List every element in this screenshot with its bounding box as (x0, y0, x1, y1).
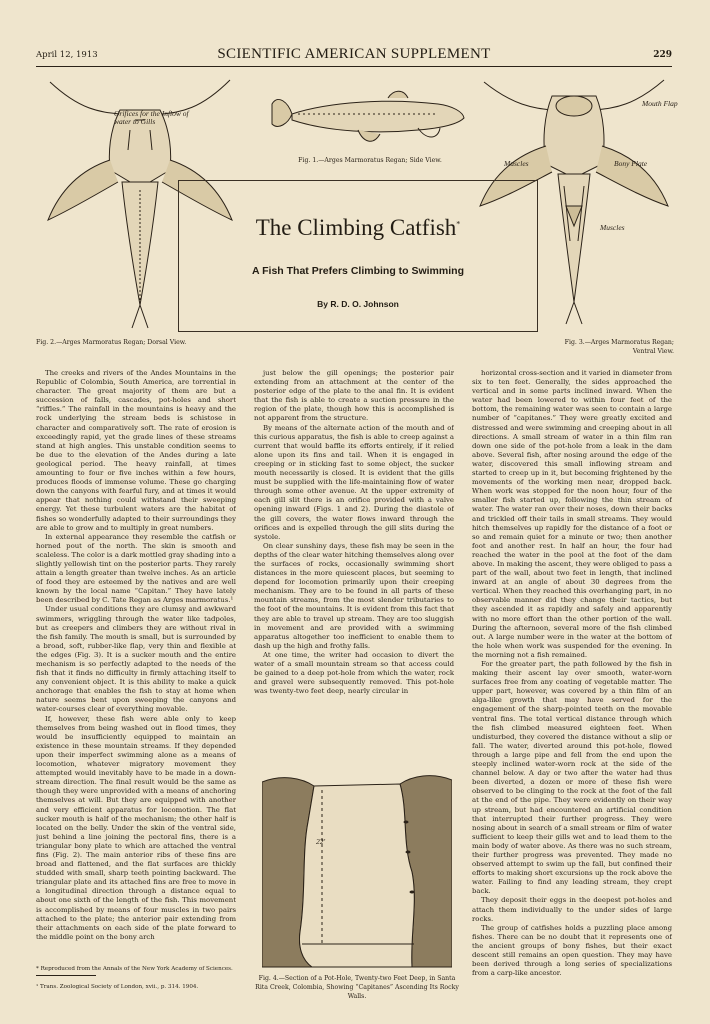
publication-title: SCIENTIFIC AMERICAN SUPPLEMENT (217, 46, 491, 62)
paragraph: just below the gill openings; the posterior pair extending from an attachment at the center of the posterior edge of the plate to the anal fin. It is evident that the fish is able to create a suction pressure in the region of the plate, though how this is accomplished is not apparent from the structure. (254, 369, 454, 423)
fig1-side-illustration (268, 84, 468, 150)
pothole-section-drawing (262, 762, 452, 972)
fig2-orifice-label: Orifices for the Inflow of water to Gills (114, 109, 189, 126)
paragraph: On clear sunshiny days, these fish may be seen in the depths of the clear water hitching themselves along over the surfaces of rocks, occasionally swimming short distances in the more quiescent places, but seeming to depend for locomotion primarily upon their creeping mechanism. They are to be found in all parts of these mountain streams, from the most slender tributaries to the foot of the mountains. It is evident from this fact that they are able to travel up stream. They are too sluggish in movement and are provided with a swimming apparatus altogether too inefficient to enable them to dash up the high and frothy falls. (254, 541, 454, 650)
issue-date: April 12, 1913 (36, 50, 98, 60)
page-number: 229 (653, 50, 672, 60)
fig3-muscles-right-label: Muscles (600, 223, 625, 232)
paragraph: For the greater part, the path followed by the fish in making their ascent lay over smooth, water-worn surfaces free from any coating of vegetable matter. The upper part, however, was covered by a thin film of an alga-like growth that may have served for the engagement of the sharp-pointed teeth on the movable ventral fins. The total vertical distance through which the fish climbed measured eighteen feet. When undisturbed, they covered the distance without a slip or fall. The water, diverted around this pot-hole, flowed through a large pipe and fell from the end upon the steeply inclined water-worn rock at the side of the channel below. A day or two after the water had thus been diverted, a dozen or more of these fish were observed to be clinging to the rock at the foot of the fall at the end of the pipe. They were evidently on their way up stream, but had encountered an artificial condition that interrupted their further progress. They were nosing about in search of a small stream or film of water sufficient to keep their gills wet and to lead them to the main body of water above. As there was no such stream, their further progress was prevented. They made no observed attempt to swim up the fall, but confined their efforts to making short excursions up the rock above the water. Failing to find any leading stream, they crept back. (472, 660, 672, 896)
fig4-depth-label: 22' (316, 837, 326, 846)
footnote-star: * Reproduced from the Annals of the New York Academy of Sciences. (36, 966, 233, 972)
text-column-2 (254, 369, 454, 757)
text-column-3 (472, 369, 672, 1001)
paragraph: Under usual conditions they are clumsy and awkward swimmers, wriggling through the water like tadpoles, but as creepers and climbers they are without rival in the fish family. The mouth is small, but is surrounded by a broad, soft, rubber-like flap, very thin and flexible at the edges (Fig. 3). It is a sucker mouth and the entire mechanism is so perfectly adapted to the needs of the fish that it finds no difficulty in firmly attaching itself to any convenient object. It is this ability to make a quick anchorage that enables the fish to stay at home when nature seems bent upon sweeping the canyons and water-courses clear of everything movable. (36, 605, 236, 714)
fig3-mouth-flap-label: Mouth Flap (642, 99, 678, 108)
text-column-1 (36, 369, 236, 965)
article-subtitle: A Fish That Prefers Climbing to Swimming (252, 265, 464, 277)
fig2-caption: Fig. 2.—Arges Marmoratus Regan; Dorsal View. (36, 339, 187, 346)
footnote-one: ¹ Trans. Zoological Society of London, xvii., p. 314. 1904. (36, 984, 199, 990)
paragraph: By means of the alternate action of the mouth and of this curious apparatus, the fish is able to creep against a current that would baffle its efforts entirely, if it relied alone upon its fins and tail. When it is engaged in creeping or in sticking fast to some object, the sucker mouth necessarily is closed. It is evident that the gills must be supplied with the life-maintaining flow of water through some other avenue. At the upper extremity of each gill slit there is an orifice provided with a valve opening inward (Figs. 1 and 2). During the diastole of the gill covers, the water flows inward through the orifices and is expelled through the gill slits during the systole. (254, 423, 454, 541)
side-fish-drawing (268, 84, 468, 150)
fig3-caption: Fig. 3.—Arges Marmoratus Regan; Ventral View. (564, 339, 674, 355)
masthead (36, 46, 672, 67)
fig3-muscles-left-label: Muscles (504, 159, 529, 168)
article-title: The Climbing Catfish* (255, 215, 461, 240)
fig4-caption: Fig. 4.—Section of a Pot-Hole, Twenty-two Feet Deep, in Santa Rita Creek, Colombia, Showing “Capitanes” Ascending Its Rocky Walls. (255, 975, 459, 1000)
footnote-rule (36, 975, 96, 976)
article-title-box (178, 180, 538, 332)
fig1-caption: Fig. 1.—Arges Marmoratus Regan; Side View. (298, 157, 442, 164)
paragraph: The group of catfishes holds a puzzling place among fishes. There can be no doubt that it represents one of the ancient groups of bony fishes, but their exact descent still remains an open question. They may have been derived through a long series of specializations from a carp-like ancestor. (472, 923, 672, 978)
paragraph: In external appearance they resemble the catfish or horned pout of the north. The skin is smooth and scaleless. The color is a dark mottled gray shading into a slightly yellowish tint on the posterior parts. They rarely attain a length greater than twelve inches. As an article of food they are esteemed by the natives and are well known by the local name “Capitan.” They have lately been described by C. Tate Regan as Arges marmoratus.¹ (36, 532, 236, 605)
paragraph: They deposit their eggs in the deepest pot-holes and attach them individually to the under sides of large rocks. (472, 896, 672, 923)
title-footnote-mark: * (456, 219, 461, 229)
paragraph: The creeks and rivers of the Andes Mountains in the Republic of Colombia, South America, are torrential in character. The great majority of them are but a succession of falls, cascades, pot-holes and short “riffles.” The rainfall in the mountains is heavy and the rock underlying the stream beds is schistose in character and comparatively soft. The rate of erosion is exceedingly rapid, yet the grade lines of these streams stand at high angles. This unstable condition seems to be due to the elevation of the Andes during a late geological period. The heavy rainfall, at times amounting to four or five inches within a few hours, produces floods of immense volume. These go charging down the canyons with fearful fury, and at times it would appear that nothing could withstand their sweeping energy. Yet these turbulent waters are the habitat of fishes so wonderfully adapted to their surroundings they are able to grow and to multiply in great numbers. (36, 369, 236, 532)
paragraph: At one time, the writer had occasion to divert the water of a small mountain stream so that access could be gained to a deep pot-hole from which the water, rock and gravel were subsequently removed. This pot-hole was twenty-two feet deep, nearly circular in (254, 650, 454, 696)
fig4-pothole-illustration (262, 762, 452, 972)
paragraph: horizontal cross-section and it varied in diameter from six to ten feet. Generally, the sides approached the vertical and in some parts inclined inward. When the water had been lowered to within four feet of the bottom, the remaining water was seen to contain a large number of “capitanes.” They were greatly excited and distressed and were swimming and creeping about in all directions. A small stream of water in a thin film ran down one side of the pot-hole from a leak in the dam above. Several fish, after nosing around the edge of the water, discovered this small inflowing stream and started to creep up in it, but becoming frightened by the movements of the working men near, dropped back. When work was stopped for the noon hour, four of the smaller fish started up, following the thin stream of water. The water ran over their noses, down their backs and trickled off their tails in small streams. They would hitch themselves up rapidly for the distance of a foot or so and remain quiet for a minute or two; then another foot and another rest. In half an hour, the four had reached the water in the pool at the foot of the dam above. In making the ascent, they were obliged to pass a part of the wall, about two feet in length, that inclined inward at an angle of about 30 degrees from the vertical. When they reached this overhanging part, in no observable manner did they change their tactics, but they ascended it as rapidly and safely and apparently with no more effort than the other portion of the wall. During the afternoon, several more of the fish climbed out. A large number were in the water at the bottom of the hole when work was suspended for the evening. In the morning not a fish remained. (472, 369, 672, 659)
fig3-bony-plate-label: Bony Plate (614, 159, 648, 168)
paragraph: If, however, these fish were able only to keep themselves from being washed out in flood times, they would be insufficiently equipped to maintain an existence in these mountain streams. If they depended upon their imperfect swimming alone as a means of locomotion, whatever migratory movement they attempted would inevitably have to be made in a down-stream direction. The final result would be the same as though they were unprovided with a means of anchoring themselves at will. But they are equipped with another and very efficient apparatus for locomotion. The flat sucker mouth is half of the mechanism; the other half is located on the belly. Under the skin of the ventral side, just behind a line joining the pectoral fins, there is a triangular bony plate to which are attached the ventral fins (Fig. 2). The main anterior ribs of these fins are broad and flattened, and the flat surfaces are thickly studded with small, sharp teeth pointing backward. The triangular plate and its attached fins are free to move in a longitudinal direction through a distance equal to about one sixth of the length of the fish. This movement is accomplished by means of four muscles in two pairs attached to the plate; the anterior pair extending from their attachments on each side of the plate forward to the middle point on the bony arch (36, 714, 236, 941)
article-byline: By R. D. O. Johnson (317, 299, 399, 309)
